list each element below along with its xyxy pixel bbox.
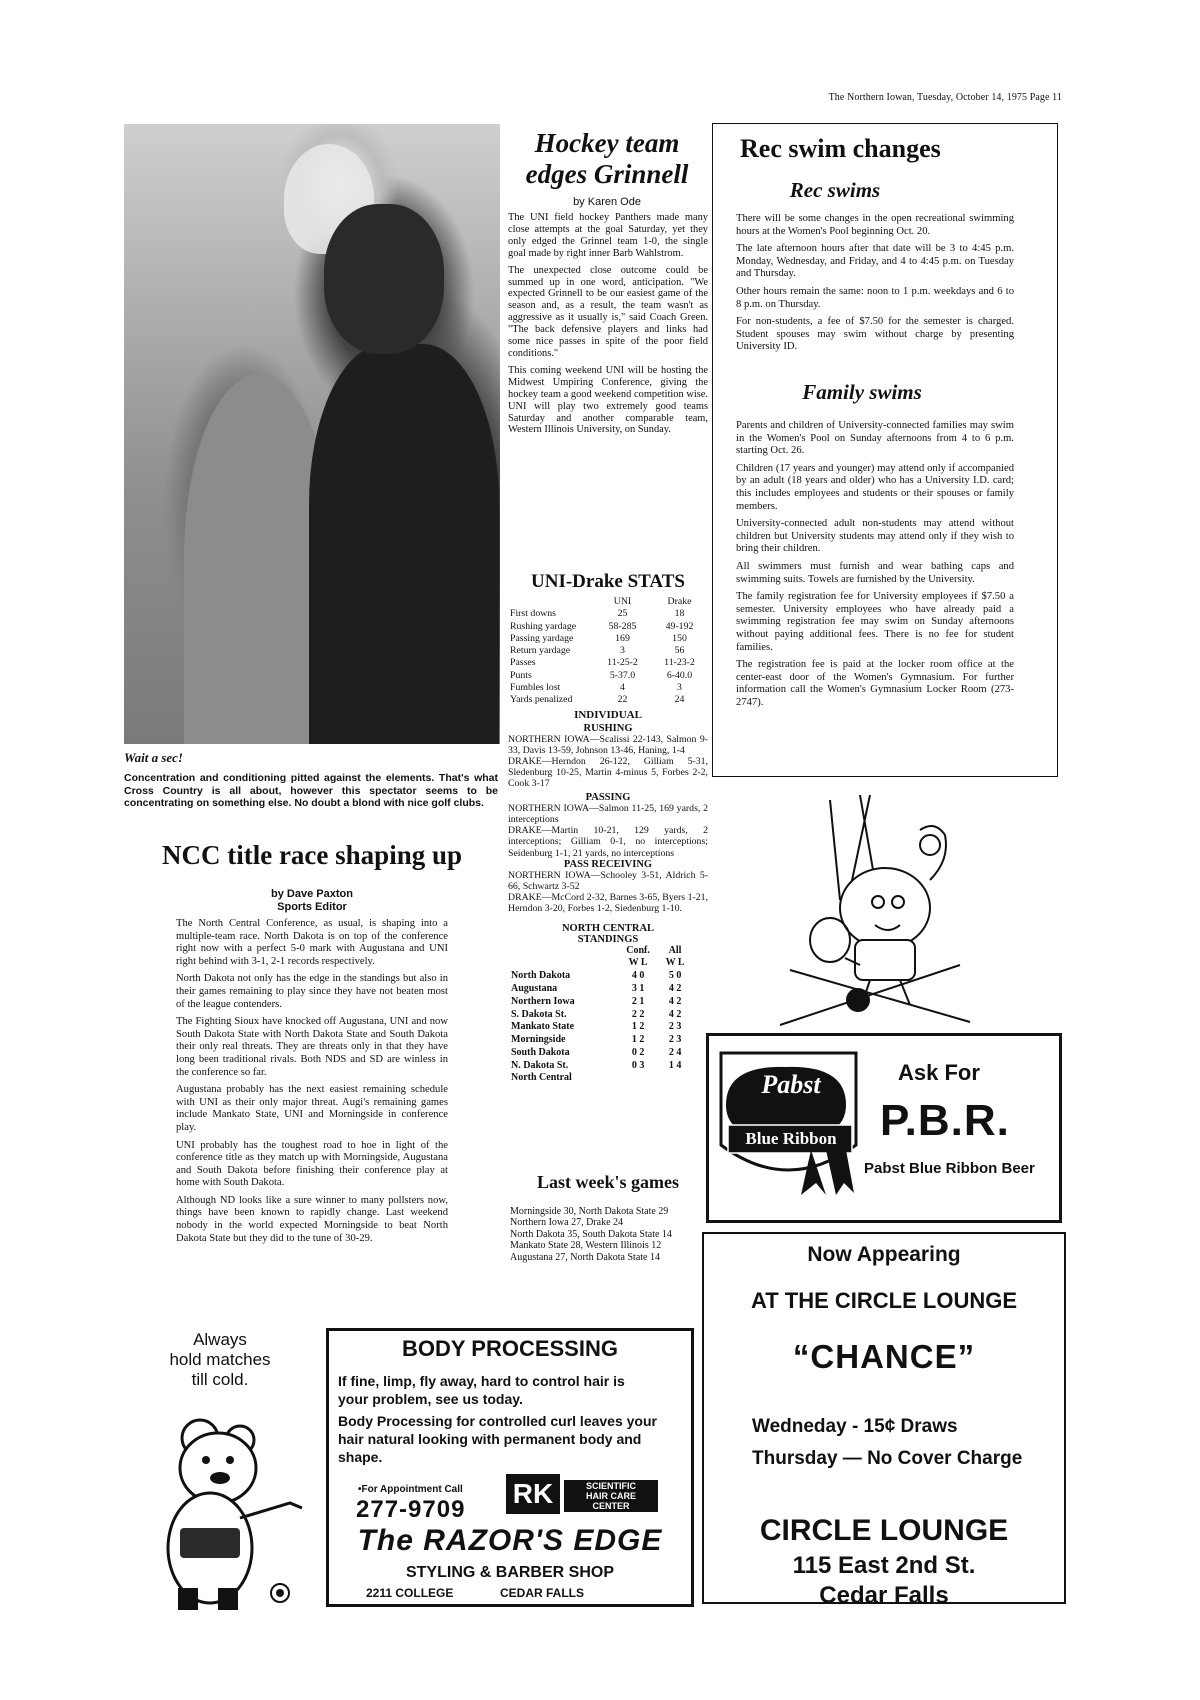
- rz-appointment-label: •For Appointment Call: [358, 1484, 463, 1495]
- ncc-byline-name: by Dave Paxton: [271, 888, 353, 900]
- stats-headline: UNI-Drake STATS: [531, 571, 685, 592]
- rk-logo: RK: [506, 1474, 560, 1514]
- family-swims-body: [736, 420, 1014, 714]
- family-paragraph: Children (17 years and younger) may attend only if accompanied by an adult (18 years and older) who has a University I.D. card; this includes employees and students or their spouses or family members.: [736, 462, 1014, 512]
- rushing-ni: NORTHERN IOWA—Scalissi 22-143, Salmon 9-33, Davis 13-59, Johnson 13-46, Haning, 1-4: [508, 733, 708, 756]
- stats-box: [508, 596, 708, 1085]
- rk-scientific-center: [564, 1480, 658, 1512]
- photo-figure-dark-coat: [309, 344, 499, 744]
- rec-paragraph: The late afternoon hours after that date will be 3 to 4:45 p.m. Monday, Wednesday, and Friday, and 4 to 4:45 p.m. on Tuesday and Thursday.: [736, 243, 1014, 280]
- ncc-paragraph: The Fighting Sioux have knocked off Augustana, UNI and now South Dakota State with North Dakota State and South Dakota their only real threats. They are threats only in that they have long been traditional rivals. Both NDS and SD are winless in the conference so far.: [176, 1016, 448, 1078]
- receiving-drake: DRAKE—McCord 2-32, Barnes 3-65, Byers 1-21, Herndon 3-20, Forbes 1-2, Siedenburg 1-10.: [508, 892, 708, 915]
- passing-ni: NORTHERN IOWA—Salmon 11-25, 169 yards, 2 interceptions: [508, 802, 708, 825]
- family-paragraph: The registration fee is paid at the locker room office at the center-east door of the Women's Gymnasium. For further information call the Women's Gymnasium Locker Room (273-2747).: [736, 659, 1014, 708]
- rz-paragraph-1: If fine, limp, fly away, hard to control hair is your problem, see us today.: [338, 1373, 625, 1407]
- stats-col-uni: UNI: [613, 596, 632, 607]
- ncc-paragraph: Augustana probably has the next easiest remaining schedule with UNI as their only major threat. Augi's remaining games include Mankato State, UNI and Morningside in conference play.: [176, 1084, 448, 1133]
- game-result: Northern Iowa 27, Drake 24: [510, 1217, 624, 1229]
- stats-row: First downs 25 18: [510, 608, 685, 620]
- cl-thursday: Thursday — No Cover Charge: [752, 1448, 1023, 1469]
- rec-swims-body: [736, 213, 1014, 359]
- standings-row: North Dakota 4 0 5 0: [511, 970, 682, 982]
- family-paragraph: The family registration fee for University employees if $7.50 a semester. University employees who have already paid a swimming registration fee may swim on Sunday afternoons without paying additional fees. There is no fee for student families.: [736, 591, 1014, 653]
- receiving-head: PASS RECEIVING: [563, 858, 653, 870]
- rec-paragraph: For non-students, a fee of $7.50 for the semester is charged. Student spouses may swim without charge by presenting University ID.: [736, 316, 1014, 353]
- standings-col-conf: Conf.: [626, 944, 650, 956]
- cl-at-lounge: AT THE CIRCLE LOUNGE: [750, 1288, 1018, 1313]
- family-swims-subhead: Family swims: [802, 380, 922, 404]
- pabst-logo-ribbon: Blue Ribbon: [745, 1129, 837, 1148]
- stats-row: Fumbles lost 4 3: [510, 682, 682, 694]
- standings-row: Northern Iowa 2 1 4 2: [511, 995, 682, 1007]
- pbr-big-text: P.B.R.: [880, 1096, 1010, 1145]
- stats-row: Return yardage 3 56: [510, 645, 685, 657]
- smokey-bear-illustration: [140, 1408, 320, 1613]
- photo-caption-title: Wait a sec!: [124, 750, 183, 765]
- rec-paragraph: Other hours remain the same: noon to 1 p.m. weekdays and 6 to 8 p.m. on Thursday.: [736, 285, 1014, 310]
- hockey-article-body: [508, 212, 708, 441]
- cl-act-name: “CHANCE”: [792, 1338, 976, 1375]
- standings-col-wl: W L: [665, 957, 685, 969]
- standings-trailing: North Central: [511, 1072, 572, 1084]
- hockey-paragraph: The UNI field hockey Panthers made many close attempts at the goal Saturday, yet they only edged the Grinnel team 1-0, the single goal made by right inner Barb Wahlstrom.: [508, 212, 708, 259]
- stats-row: Rushing yardage 58-285 49-192: [510, 620, 694, 632]
- rz-shop-name: The RAZOR'S EDGE: [357, 1524, 663, 1557]
- rec-paragraph: There will be some changes in the open recreational swimming hours at the Women's Pool beginning Oct. 20.: [736, 213, 1014, 237]
- cl-wednesday: Wedneday - 15¢ Draws: [752, 1416, 958, 1437]
- stats-row: Punts 5-37.0 6-40.0: [510, 669, 693, 681]
- standings-row: South Dakota 0 2 2 4: [511, 1046, 682, 1058]
- pbr-ask-for: Ask For: [898, 1060, 980, 1085]
- rz-headline: BODY PROCESSING: [402, 1336, 618, 1361]
- rz-paragraph-2: Body Processing for controlled curl leaves your hair natural looking with permanent body and shape.: [338, 1413, 657, 1465]
- cl-now-appearing: Now Appearing: [807, 1243, 961, 1266]
- photo-caption-text: Concentration and conditioning pitted against the elements. That's what Cross Country is all about, however this spectator seems to be concentrating on something else. No doubt a blond with nice golf clubs.: [124, 772, 498, 809]
- cl-city: Cedar Falls: [819, 1582, 949, 1609]
- game-result: Mankato State 28, Western Illinois 12: [510, 1240, 662, 1252]
- standings-row: Augustana 3 1 4 2: [511, 982, 682, 994]
- stats-table: [508, 596, 708, 707]
- individual-head: INDIVIDUAL: [574, 708, 642, 721]
- rec-swims-subhead: Rec swims: [789, 178, 881, 202]
- ncc-paragraph: Although ND looks like a sure winner to many pollsters now, things have been known to rapidly change. Last weekend nobody in the world expected Morningside to beat North Dakota State but they did to the tune of 30-29.: [176, 1194, 448, 1244]
- rz-shop-sub: STYLING & BARBER SHOP: [405, 1564, 614, 1581]
- ncc-headline: NCC title race shaping up: [161, 840, 462, 870]
- standings-col-wl: W L: [628, 957, 648, 969]
- game-result: Morningside 30, North Dakota State 29: [510, 1206, 669, 1217]
- ncc-paragraph: North Dakota not only has the edge in the standings but also in their games remaining to play since they have not beaten most of the league contenders.: [176, 973, 448, 1010]
- sports-mascot-cartoon: [760, 790, 990, 1030]
- photo-figure-binoculars: [324, 204, 444, 354]
- ncc-byline: [124, 888, 500, 914]
- hockey-paragraph: The unexpected close outcome could be summed up in one word, anticipation. "We expected Grinnell to be our easiest game of the season and, as a result, the team wasn't as aggressive as it usually is," said Coach Green. "The back defensive players and links had some nice passes in spite of the poor field conditions.": [508, 264, 708, 359]
- cross-country-photo: [124, 124, 500, 744]
- hockey-paragraph: This coming weekend UNI will be hosting the Midwest Umpiring Conference, giving the hockey team a good weekend competition wise. UNI will play two extremely good teams Saturday and another comparable team, Western Illinois University, on Sunday.: [508, 364, 708, 436]
- rk-line: HAIR CARE: [585, 1491, 636, 1501]
- game-result: North Dakota 35, South Dakota State 14: [510, 1228, 672, 1240]
- hockey-headline: [502, 128, 712, 190]
- game-result: Augustana 27, North Dakota State 14: [510, 1251, 660, 1263]
- stats-row: Yards penalized 22 24: [510, 694, 685, 706]
- smokey-line: hold matches: [169, 1350, 271, 1369]
- last-week-results: [510, 1206, 684, 1263]
- rec-swim-headline: Rec swim changes: [740, 134, 941, 163]
- passing-drake: DRAKE—Martin 10-21, 129 yards, 2 interceptions; Gilliam 0-1, no interceptions; Seidenburg 1-1, 21 yards, no interceptions: [508, 825, 708, 859]
- rushing-drake: DRAKE—Herndon 26-122, Gilliam 5-31, Sledenburg 10-25, Martin 4-minus 5, Forbes 2-2, Cook 3-17: [508, 756, 708, 790]
- receiving-ni: NORTHERN IOWA—Schooley 3-51, Aldrich 5-66, Schwartz 3-52: [508, 869, 708, 892]
- standings-head: [508, 923, 708, 945]
- pabst-logo-script: Pabst: [761, 1070, 821, 1099]
- rz-city: CEDAR FALLS: [500, 1586, 584, 1600]
- smokey-line: till cold.: [191, 1370, 249, 1389]
- ncc-article-body: [176, 918, 448, 1250]
- ncc-paragraph: The North Central Conference, as usual, is shaping into a multiple-team race. North Dakota is on top of the conference right now with a perfect 5-0 mark with Augustana and UNI right behind with 3-1, 2-1 records respectively.: [176, 918, 448, 967]
- hockey-headline-line: edges Grinnell: [525, 159, 689, 189]
- family-paragraph: Parents and children of University-connected families may swim in the Women's Pool on Sunday afternoons from 4 to 6 p.m. starting Oct. 26.: [736, 420, 1014, 457]
- last-week-headline: Last week's games: [537, 1172, 679, 1192]
- standings-col-all: All: [668, 944, 682, 956]
- standings-row: N. Dakota St. 0 3 1 4: [511, 1059, 682, 1071]
- ncc-byline-role: Sports Editor: [277, 901, 347, 913]
- hockey-byline: by Karen Ode: [573, 196, 641, 208]
- page-folio: The Northern Iowan, Tuesday, October 14, 1975 Page 11: [828, 92, 1062, 103]
- family-paragraph: All swimmers must furnish and wear bathing caps and swimming suits. Towels are furnished by the University.: [736, 560, 1014, 585]
- pabst-logo: [716, 1045, 866, 1205]
- stats-col-drake: Drake: [667, 596, 692, 607]
- rz-phone: 277-9709: [356, 1496, 466, 1523]
- stats-row: Passes 11-25-2 11-23-2: [510, 657, 695, 669]
- standings-head-line: NORTH CENTRAL: [561, 922, 655, 934]
- cl-lounge-name: CIRCLE LOUNGE: [759, 1514, 1009, 1547]
- family-paragraph: University-connected adult non-students may attend without children but University students may attend only if they wish to bring their children.: [736, 518, 1014, 555]
- rz-address: 2211 COLLEGE: [366, 1586, 454, 1600]
- pbr-tagline: Pabst Blue Ribbon Beer: [864, 1160, 1035, 1177]
- standings-header-blank: [508, 945, 618, 958]
- standings-row: S. Dakota St. 2 2 4 2: [511, 1008, 682, 1020]
- standings-table: [508, 945, 692, 1086]
- hockey-headline-line: Hockey team: [534, 128, 680, 158]
- standings-row: Mankato State 1 2 2 3: [511, 1021, 682, 1033]
- stats-row: Passing yardage 169 150: [510, 632, 687, 644]
- rushing-head: RUSHING: [583, 722, 633, 734]
- passing-head: PASSING: [585, 791, 631, 803]
- stats-header-blank: [508, 596, 594, 608]
- ncc-paragraph: UNI probably has the toughest road to hoe in light of the conference title as they match up with Morningside, Augustana and South Dakota before finishing their conference play at home with South Dakota.: [176, 1139, 448, 1189]
- smokey-line: Always: [193, 1330, 247, 1349]
- standings-head-line: STANDINGS: [577, 933, 639, 945]
- standings-row: Morningside 1 2 2 3: [511, 1034, 682, 1046]
- rk-line: SCIENTIFIC: [585, 1481, 636, 1491]
- cl-address: 115 East 2nd St.: [792, 1552, 976, 1579]
- rk-line: CENTER: [592, 1501, 630, 1511]
- smokey-slogan: [140, 1330, 300, 1390]
